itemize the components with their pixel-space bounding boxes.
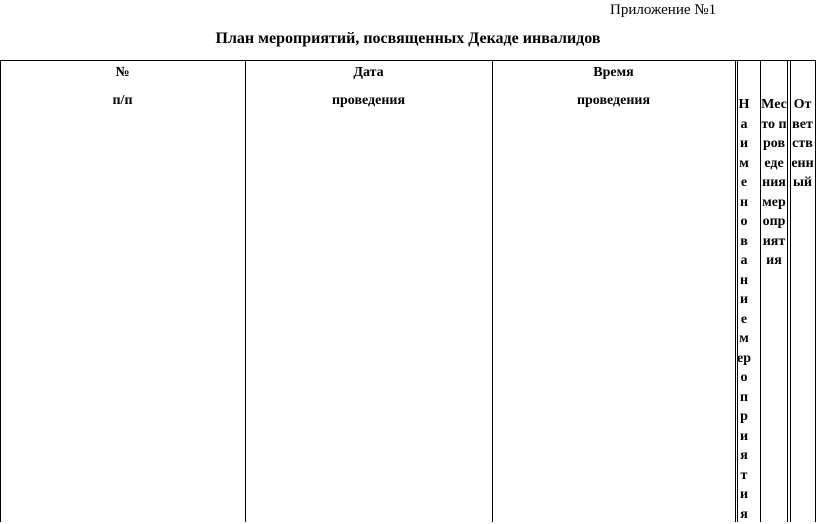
header-venue: Место проведения мероприятия bbox=[761, 97, 787, 268]
column-divider-2 bbox=[492, 60, 493, 522]
header-date bbox=[245, 65, 492, 109]
header-responsible: Ответственный bbox=[791, 97, 814, 190]
header-time bbox=[492, 65, 735, 109]
appendix-label: Приложение №1 bbox=[610, 2, 717, 18]
header-date-line2: проведения bbox=[331, 93, 406, 108]
table-top-border bbox=[0, 60, 816, 61]
column-divider-3 bbox=[735, 60, 736, 522]
header-number-line1: № bbox=[115, 65, 130, 80]
column-divider-5 bbox=[787, 60, 788, 522]
header-event-name: Наименование мероприятия bbox=[737, 97, 751, 522]
header-time-line2: проведения bbox=[576, 93, 651, 108]
events-table bbox=[0, 60, 816, 522]
header-number bbox=[0, 65, 245, 109]
document-title: План мероприятий, посвященных Декаде инвалидов bbox=[215, 30, 601, 47]
header-time-line1: Время bbox=[593, 65, 634, 80]
header-number-line2: п/п bbox=[112, 93, 133, 108]
header-date-line1: Дата bbox=[353, 65, 384, 80]
table-border-left bbox=[0, 60, 1, 522]
column-divider-1 bbox=[245, 60, 246, 522]
